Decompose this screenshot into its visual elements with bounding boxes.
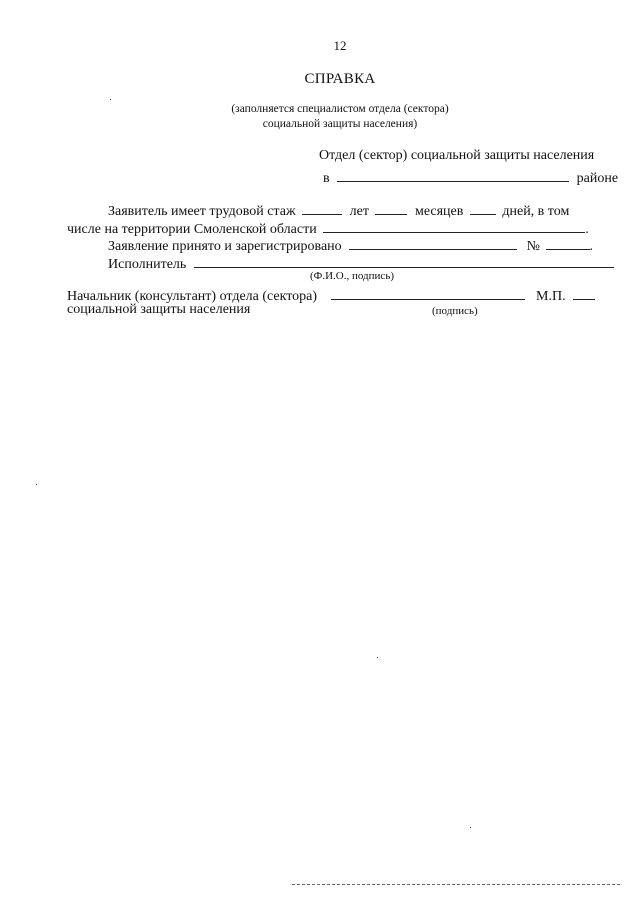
district-prefix: в	[323, 171, 330, 186]
district-suffix: районе	[576, 171, 619, 186]
registration-number-field[interactable]	[546, 236, 590, 250]
months-label: месяцев	[414, 204, 464, 219]
seal-label: М.П.	[536, 289, 566, 304]
years-field[interactable]	[302, 201, 342, 215]
instruction-note-line2: социальной защиты населения)	[262, 118, 418, 130]
executor-field[interactable]	[194, 254, 614, 268]
line-end-dot: .	[589, 239, 594, 254]
district-field[interactable]	[337, 168, 569, 182]
department-heading: Отдел (сектор) социальной защиты населения	[319, 148, 595, 163]
months-field[interactable]	[375, 201, 407, 215]
head-line2: социальной защиты населения	[67, 302, 251, 317]
registration-date-field[interactable]	[349, 236, 517, 250]
scan-edge-line	[292, 884, 620, 885]
page-number: 12	[333, 38, 347, 53]
experience-line	[108, 201, 569, 220]
registration-label: Заявление принято и зарегистрировано	[108, 239, 342, 254]
experience-label: Заявитель имеет трудовой стаж	[108, 204, 296, 219]
instruction-note-line1: (заполняется специалистом отдела (сектора)	[231, 103, 449, 115]
registration-line	[108, 236, 593, 255]
seal-field[interactable]	[573, 286, 595, 300]
scan-speck	[36, 484, 37, 485]
region-experience-field[interactable]	[323, 219, 585, 233]
executor-label: Исполнитель	[108, 257, 187, 272]
region-experience-label: числе на территории Смоленской области	[67, 222, 317, 237]
head-label: Начальник (консультант) отдела (сектора)	[67, 289, 318, 304]
executor-caption: (Ф.И.О., подпись)	[310, 270, 394, 282]
years-label: лет	[349, 204, 369, 219]
scan-speck	[470, 827, 471, 828]
line-end-dot: .	[585, 222, 589, 237]
document-title: СПРАВКА	[304, 71, 376, 87]
head-signature-field[interactable]	[331, 286, 525, 300]
number-sign: №	[526, 239, 541, 254]
scan-speck	[110, 99, 111, 100]
days-field[interactable]	[470, 201, 496, 215]
signature-caption: (подпись)	[432, 305, 478, 317]
scan-speck	[377, 657, 378, 658]
district-line	[323, 168, 619, 187]
days-label: дней, в том	[502, 204, 570, 219]
